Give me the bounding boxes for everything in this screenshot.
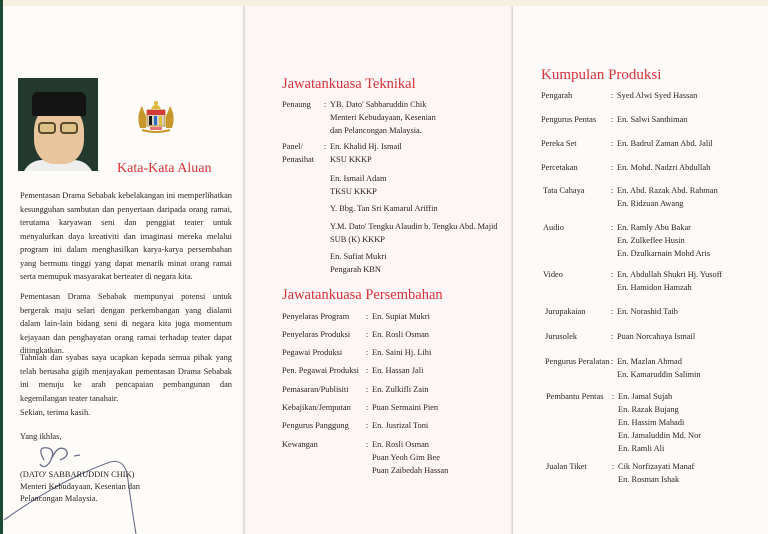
portrait-photo	[18, 78, 98, 171]
coat-of-arms-icon	[134, 98, 178, 134]
committee-row-advisor: Y. Bbg. Tan Sri Kamarul Ariffin	[330, 204, 438, 213]
production-row: Audio : En. Ramly Abu Bakar En. Zulkeflee Husin En. Dzulkarnain Mohd Aris	[543, 223, 711, 258]
performance-committee-title: Jawatankuasa Persembahan	[282, 287, 443, 303]
welcome-paragraph-3: Tahniah dan syabas saya ucapkan kepada semua pihak yang telah berusaha gigih menjayakan pementasan Drama Sebabak ini menuju ke arah pencapaian pembangunan dan kegemilangan teater tanahair.	[20, 353, 232, 403]
performance-row: Kebajikan/Jemputan : Puan Sermaini Pien	[282, 403, 439, 412]
signatory-title-line2: Pelancongan Malaysia.	[20, 494, 98, 503]
performance-row: Pemasaran/Publisiti : En. Zulkifli Zain	[282, 385, 429, 394]
row-label: Penyelaras Program	[282, 312, 350, 321]
production-row: Jurusolek : Puan Norcahaya Ismail	[545, 332, 696, 341]
row-label: Audio	[543, 223, 564, 232]
production-row: Jualan Tiket : Cik Norfizayati Manaf En. Rosman Ishak	[546, 462, 695, 484]
signatory-title-line1: Menteri Kebudayaan, Kesenian dan	[20, 482, 140, 491]
row-label: Pembantu Pentas	[546, 392, 604, 401]
row-label: Kewangan	[282, 440, 318, 449]
row-label: Jurupakaian	[545, 307, 586, 316]
committee-row-advisor: En. Sufiat Mukri Pengarah KBN	[330, 252, 387, 274]
committee-row-advisor: En. Ismail Adam TKSU KKKP	[330, 174, 387, 196]
production-row: Pengarah : Syed Alwi Syed Hassan	[541, 91, 698, 100]
row-label-2: Penasihat	[282, 155, 315, 164]
committee-row-advisor: Y.M. Dato' Tengku Alaudin b. Tengku Abd. Majid SUB (K) KKKP	[330, 222, 498, 244]
row-label: Tata Cahaya	[543, 186, 585, 195]
row-label: Penaung	[282, 100, 311, 109]
row-label: Jualan Tiket	[546, 462, 587, 471]
performance-row: Pegawai Produksi : En. Saini Hj. Lihi	[282, 348, 432, 357]
committee-row-panel-penasihat	[282, 140, 402, 166]
production-team-title: Kumpulan Produksi	[541, 67, 662, 83]
welcome-paragraph-2: Pementasan Drama Sebabak mempunyai potensi untuk bergerak maju selari dengan perkembangan yang dialami dalam lain-lain bidang seni di negara kita juga momentum kejayaan dan penghayatan orang ramai terhadap teater dapat ditingkatkan.	[20, 292, 232, 355]
row-values: YB. Dato' Sabbaruddin Chik Menteri Kebudayaan, Kesenian dan Pelancongan Malaysia.	[330, 100, 436, 135]
row-label: Percetakan	[541, 163, 578, 172]
production-row: Jurupakaian : En. Norashid Taib	[545, 307, 678, 316]
welcome-heading: Kata-Kata Aluan	[117, 161, 212, 176]
row-label: Pengarah	[541, 91, 573, 100]
row-label: Video	[543, 270, 563, 279]
welcome-paragraph-1: Pementasan Drama Sebabak kebelakangan ini memperlihatkan kesungguhan sambutan dan penyertaan daripada orang ramai, terutama karyawan seni dan penggiat teater untuk menyalurkan daya kreativiti dan imaginasi mereka melalui program ini dalam menghasilkan karya-karya persembahan yang bermutu tinggi yang dapat menarik minat orang ramai serta memupuk masyarakat berteater di negara kita.	[20, 191, 232, 281]
row-label: Pegawai Produksi	[282, 348, 343, 357]
row-values: En. Khalid Hj. Ismail KSU KKKP	[330, 142, 402, 164]
row-colon: :	[323, 142, 327, 151]
performance-row: Penyelaras Produksi : En. Rosli Osman	[282, 330, 429, 339]
row-label: Pereka Set	[541, 139, 577, 148]
technical-committee-title: Jawatankuasa Teknikal	[282, 76, 416, 92]
production-row: Pereka Set : En. Badrul Zaman Abd. Jalil	[541, 139, 713, 148]
row-label: Pengurus Pentas	[541, 115, 597, 124]
row-label: Pen. Pegawai Produksi	[282, 366, 359, 375]
row-label: Pemasaran/Publisiti	[282, 385, 349, 394]
row-label: Penyelaras Produksi	[282, 330, 351, 339]
committee-row-penaung	[282, 98, 436, 137]
production-row: Video : En. Abdullah Shukri Hj. Yusoff En. Hamidon Hamzah	[543, 270, 723, 292]
performance-row: Pengurus Panggung : En. Jusrizal Toni	[282, 421, 429, 430]
production-row: Pembantu Pentas : En. Jamal Sujah En. Razak Bujang En. Hassim Mahadi En. Jamaluddin Md. Nor En. Ramli Ali	[546, 392, 702, 453]
production-row: Pengurus Pentas : En. Salwi Santhiman	[541, 115, 688, 124]
production-row: Tata Cahaya : En. Abd. Razak Abd. Rahman En. Ridzuan Awang	[543, 186, 718, 208]
row-colon: :	[323, 100, 327, 109]
performance-row: Pen. Pegawai Produksi : En. Hassan Jali	[282, 366, 424, 375]
regards-text: Yang ikhlas,	[20, 432, 62, 441]
row-label: Pengurus Peralatan	[545, 357, 610, 366]
row-label: Jurusolek	[545, 332, 578, 341]
row-label: Kebajikan/Jemputan	[282, 403, 351, 412]
performance-row: Kewangan : En. Rosli Osman Puan Yeoh Gim Bee Puan Zaibedah Hassan	[282, 440, 449, 475]
production-row: Percetakan : En. Mohd. Nadzri Abdullah	[541, 163, 711, 172]
row-label: Pengurus Panggung	[282, 421, 349, 430]
production-row: Pengurus Peralatan : En. Mazlan Ahmad En. Kamaruddin Salimin	[545, 357, 701, 379]
row-label: Panel/	[282, 142, 303, 151]
performance-row: Penyelaras Program : En. Supiat Mukri	[282, 312, 430, 321]
signatory-name: (DATO' SABBARUDDIN CHIK)	[20, 470, 135, 479]
closing-text: Sekian, terima kasih.	[20, 408, 91, 417]
